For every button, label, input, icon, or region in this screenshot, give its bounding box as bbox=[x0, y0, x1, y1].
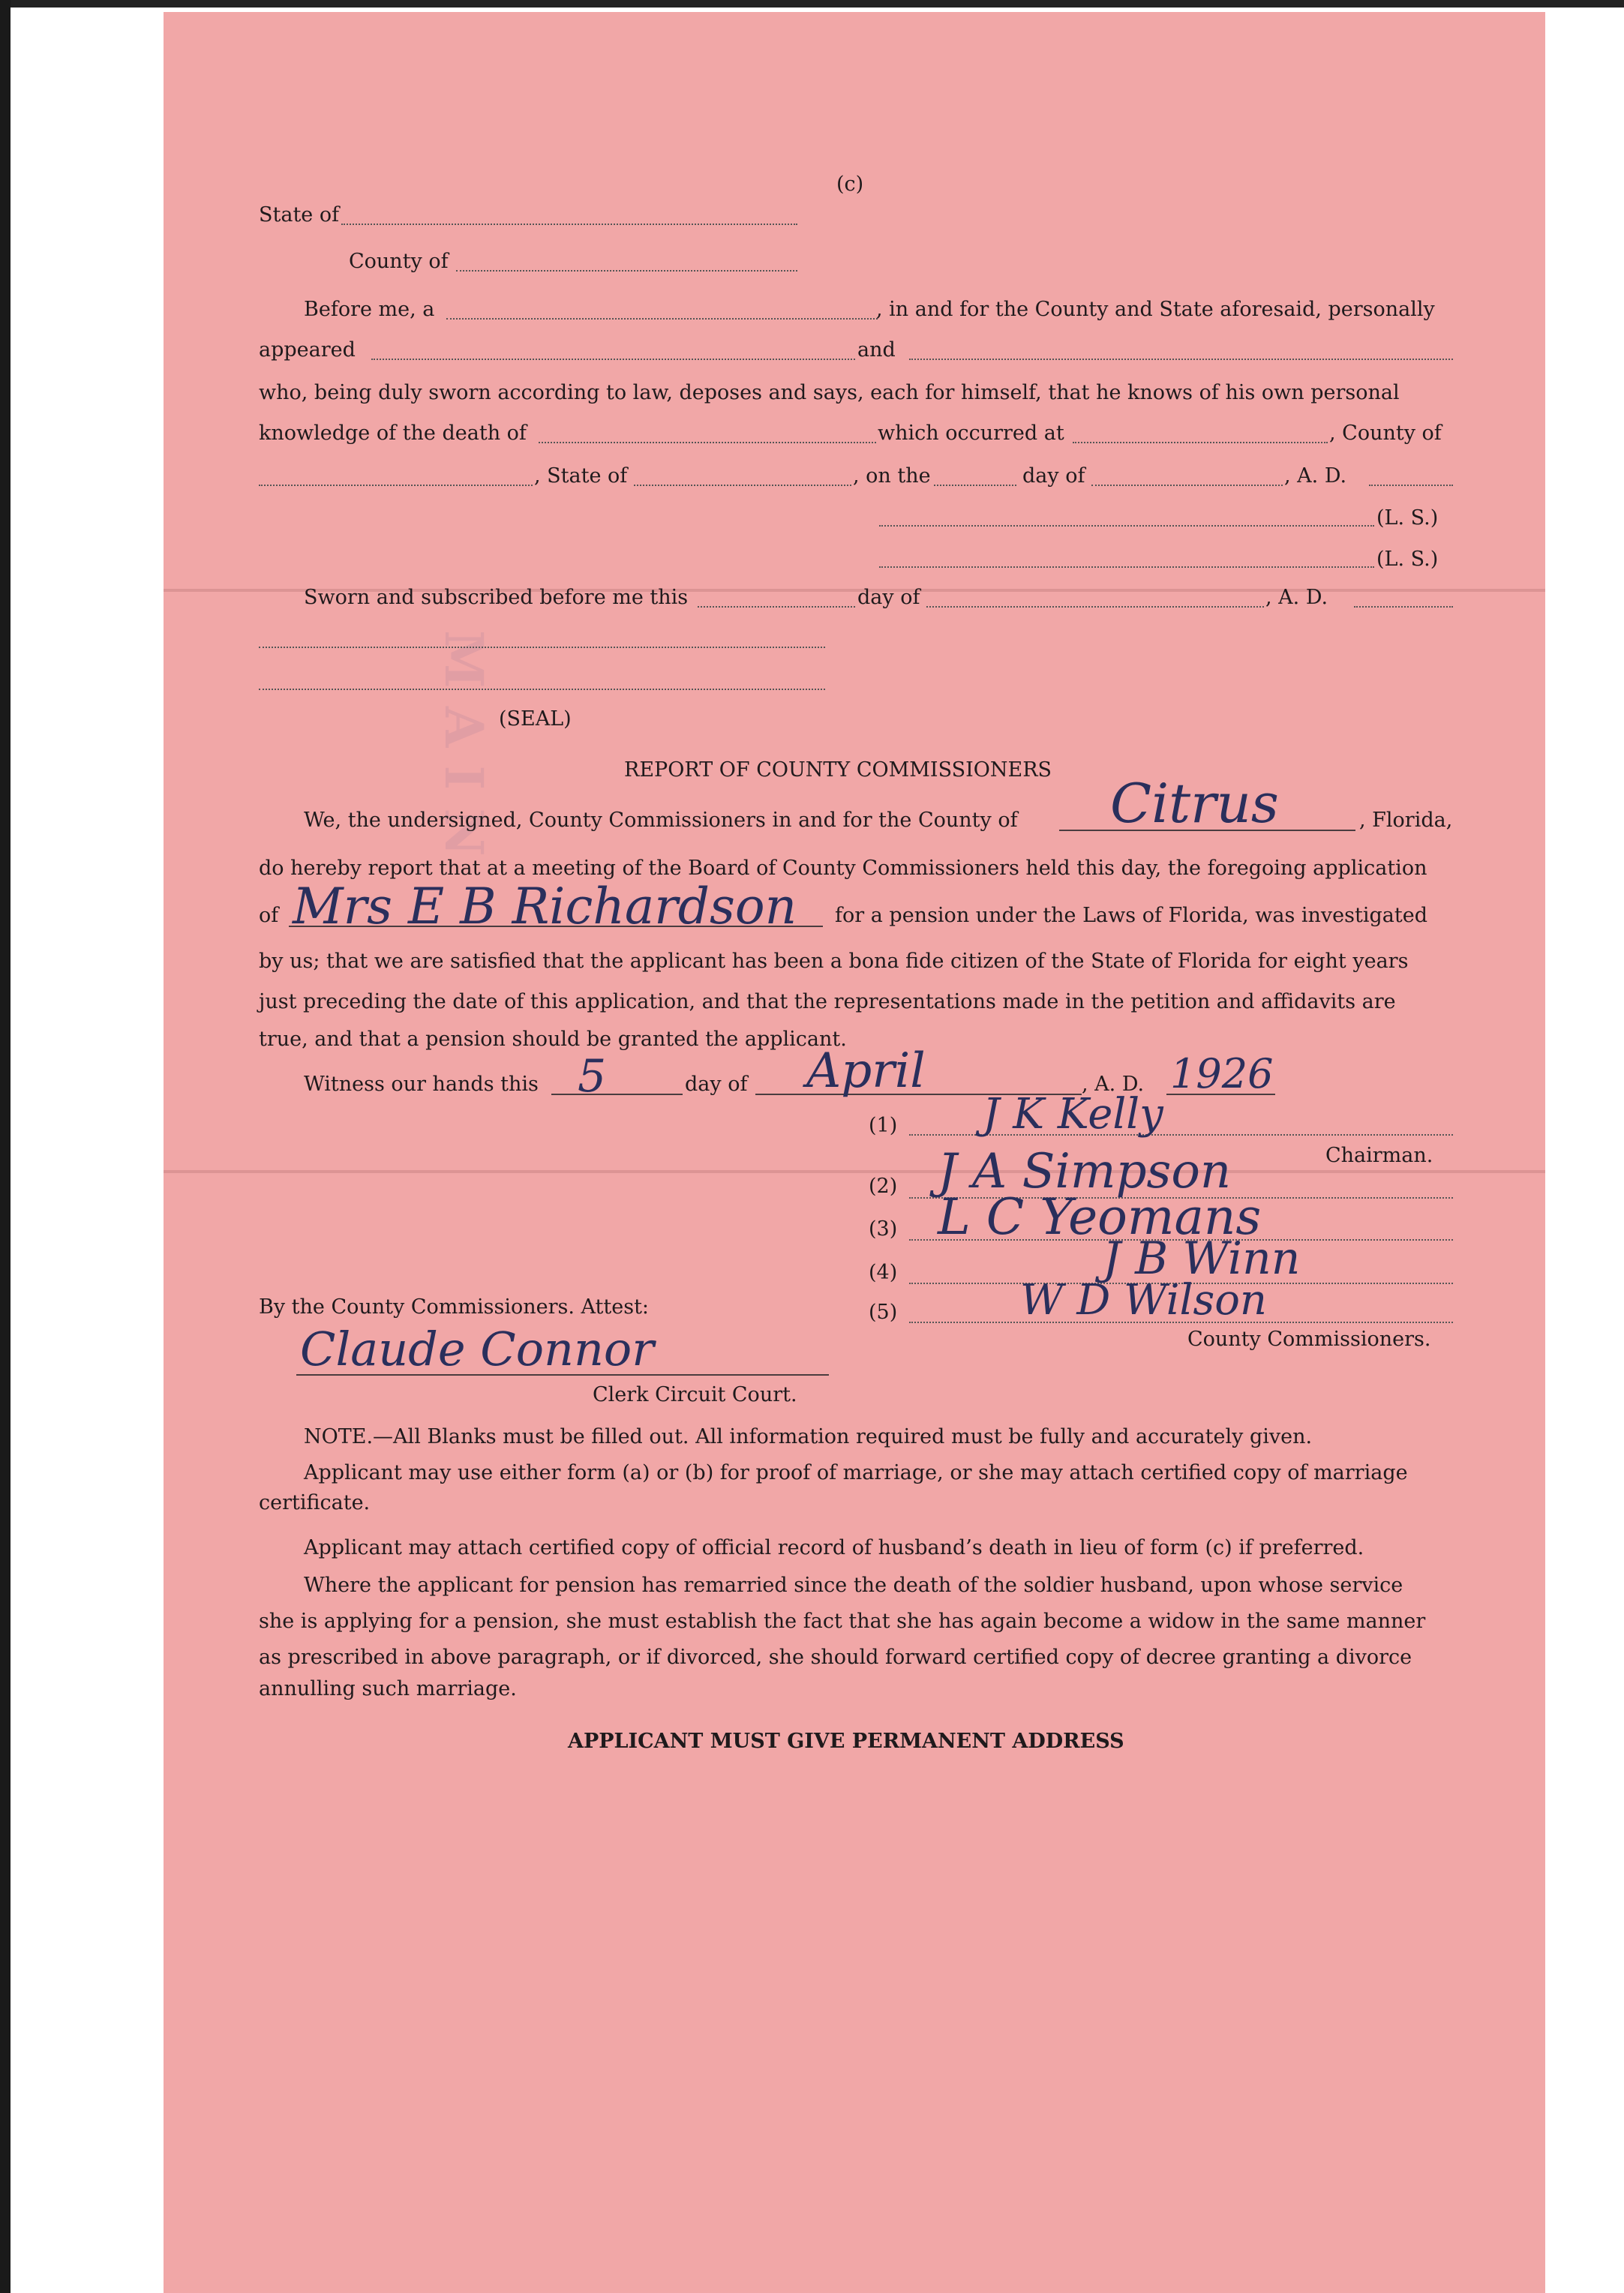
report-line-5: just preceding the date of this application, and that the representations made in the petition and affidavits are bbox=[259, 990, 1396, 1013]
knowledge-of-death-label: knowledge of the death of bbox=[259, 422, 527, 445]
county-commissioners-label: County Commissioners. bbox=[1187, 1328, 1431, 1351]
commissioner-signature: W D Wilson bbox=[1020, 1276, 1267, 1325]
applicant-handwritten: Mrs E B Richardson bbox=[293, 878, 797, 935]
county-handwritten: Citrus bbox=[1110, 772, 1279, 835]
signature-number: (1) bbox=[869, 1114, 898, 1137]
witness-label: Witness our hands this bbox=[304, 1073, 539, 1096]
officer-signature-line[interactable] bbox=[259, 647, 825, 648]
in-and-for-text: , in and for the County and State aforesaid, personally bbox=[876, 298, 1435, 321]
report-line-2: do hereby report that at a meeting of the Board of County Commissioners held this day, the foregoing application bbox=[259, 857, 1427, 880]
county-of-trail-label: , County of bbox=[1329, 422, 1442, 445]
place-of-death-blank[interactable] bbox=[1073, 442, 1328, 443]
which-occurred-label: which occurred at bbox=[878, 422, 1064, 445]
witness-year-handwritten: 1926 bbox=[1170, 1050, 1274, 1097]
note-1: NOTE.—All Blanks must be filled out. All information required must be fully and accurately given. bbox=[304, 1425, 1313, 1448]
ad-label: , A. D. bbox=[1284, 464, 1347, 488]
of-label: of bbox=[259, 904, 279, 927]
report-line-6: true, and that a pension should be granted the applicant. bbox=[259, 1028, 847, 1051]
sworn-ad-label: , A. D. bbox=[1265, 586, 1328, 609]
county-of-blank[interactable] bbox=[456, 270, 797, 272]
month-blank[interactable] bbox=[1091, 485, 1283, 486]
county-name-blank[interactable] bbox=[259, 485, 533, 486]
commissioner-signature: L C Yeomans bbox=[938, 1188, 1262, 1246]
page-edge-left bbox=[0, 0, 11, 2293]
witness-day-handwritten: 5 bbox=[578, 1050, 607, 1103]
signature-number: (5) bbox=[869, 1301, 898, 1324]
appeared-label: appeared bbox=[259, 338, 356, 362]
note-4d: annulling such marriage. bbox=[259, 1677, 517, 1700]
note-4c: as prescribed in above paragraph, or if divorced, she should forward certified copy of decree granting a divorce bbox=[259, 1646, 1412, 1669]
note-2b: certificate. bbox=[259, 1491, 371, 1514]
day-of-label: day of bbox=[1022, 464, 1085, 488]
florida-label: , Florida, bbox=[1359, 809, 1453, 832]
clerk-signature-line[interactable] bbox=[296, 1374, 829, 1376]
attest-label: By the County Commissioners. Attest: bbox=[259, 1295, 650, 1319]
witness-ad-label: , A. D. bbox=[1082, 1073, 1145, 1096]
affiant-2-blank[interactable] bbox=[909, 359, 1453, 360]
affiant-1-signature-line[interactable] bbox=[879, 525, 1374, 527]
paper-fold bbox=[164, 1170, 1545, 1173]
state-of-label: State of bbox=[259, 203, 340, 227]
county-of-label: County of bbox=[349, 250, 449, 273]
state-name-blank[interactable] bbox=[634, 485, 851, 486]
report-intro: We, the undersigned, County Commissioners in and for the County of bbox=[304, 809, 1018, 832]
chairman-label: Chairman. bbox=[1325, 1144, 1433, 1167]
on-the-label: , on the bbox=[853, 464, 931, 488]
sworn-month-blank[interactable] bbox=[926, 606, 1264, 608]
signature-number: (2) bbox=[869, 1175, 898, 1198]
clerk-title: Clerk Circuit Court. bbox=[593, 1383, 797, 1406]
permanent-address-heading: APPLICANT MUST GIVE PERMANENT ADDRESS bbox=[568, 1730, 1124, 1753]
day-number-blank[interactable] bbox=[934, 485, 1016, 486]
commissioner-signature: J B Winn bbox=[1103, 1232, 1301, 1285]
sworn-year-blank[interactable] bbox=[1354, 606, 1453, 608]
section-c-marker: (c) bbox=[836, 173, 864, 196]
state-of-blank[interactable] bbox=[341, 224, 797, 225]
sworn-text: who, being duly sworn according to law, deposes and says, each for himself, that he knows of his own personal bbox=[259, 381, 1400, 404]
ls-1: (L. S.) bbox=[1376, 506, 1439, 530]
officer-title-blank[interactable] bbox=[446, 318, 878, 320]
signature-number: (4) bbox=[869, 1261, 898, 1284]
deceased-name-blank[interactable] bbox=[539, 442, 876, 443]
note-2a: Applicant may use either form (a) or (b) for proof of marriage, or she may attach certified copy of marriage bbox=[304, 1461, 1408, 1484]
clerk-signature: Claude Connor bbox=[300, 1322, 654, 1376]
witness-day-of-label: day of bbox=[685, 1073, 748, 1096]
and-label: and bbox=[857, 338, 896, 362]
pension-text: for a pension under the Laws of Florida, was investigated bbox=[835, 904, 1427, 927]
witness-day-blank[interactable] bbox=[551, 1094, 683, 1095]
page-edge-top bbox=[0, 0, 1624, 8]
note-3: Applicant may attach certified copy of official record of husband’s death in lieu of form (c) if preferred. bbox=[304, 1536, 1364, 1559]
sworn-subscribed-label: Sworn and subscribed before me this bbox=[304, 586, 689, 609]
affiant-2-signature-line[interactable] bbox=[879, 566, 1374, 568]
note-4a: Where the applicant for pension has remarried since the death of the soldier husband, upon whose service bbox=[304, 1574, 1403, 1597]
ls-2: (L. S.) bbox=[1376, 548, 1439, 571]
officer-title-line[interactable] bbox=[259, 689, 825, 690]
sworn-day-blank[interactable] bbox=[698, 606, 855, 608]
state-of-mid-label: , State of bbox=[534, 464, 628, 488]
before-me-label: Before me, a bbox=[304, 298, 435, 321]
commissioner-signature: J A Simpson bbox=[938, 1144, 1232, 1199]
year-blank[interactable] bbox=[1369, 485, 1453, 486]
report-title: REPORT OF COUNTY COMMISSIONERS bbox=[624, 758, 1052, 782]
report-line-4: by us; that we are satisfied that the applicant has been a bona fide citizen of the State of Florida for eight years bbox=[259, 950, 1409, 973]
signature-number: (3) bbox=[869, 1217, 898, 1241]
seal-label: (SEAL) bbox=[499, 707, 572, 731]
bleed-through-mark: M A I N bbox=[433, 630, 495, 857]
commissioner-signature: J K Kelly bbox=[983, 1090, 1163, 1139]
affiant-1-blank[interactable] bbox=[371, 359, 855, 360]
witness-month-handwritten: April bbox=[806, 1043, 926, 1099]
sworn-day-of-label: day of bbox=[857, 586, 920, 609]
note-4b: she is applying for a pension, she must establish the fact that she has again become a widow in the same manner bbox=[259, 1610, 1426, 1633]
